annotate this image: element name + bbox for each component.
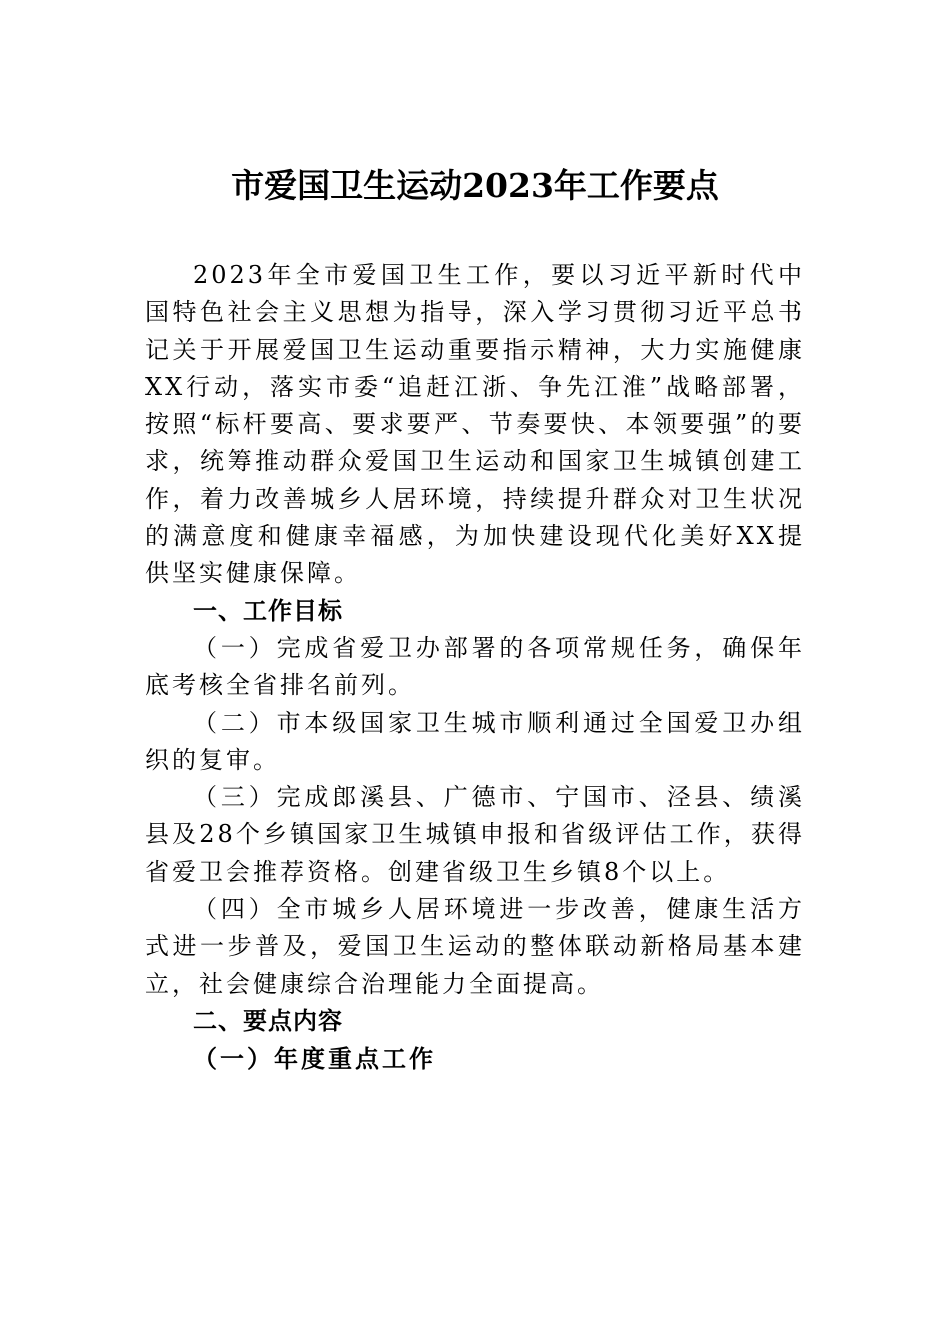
goal-item-2: （二）市本级国家卫生城市顺利通过全国爱卫办组织的复审。 xyxy=(145,708,805,774)
document-body xyxy=(145,257,805,1078)
document-title: 市爱国卫生运动2023年工作要点 xyxy=(231,166,719,205)
intro-paragraph: 2023年全市爱国卫生工作，要以习近平新时代中国特色社会主义思想为指导，深入学习贯彻习近平总书记关于开展爱国卫生运动重要指示精神，大力实施健康XX行动，落实市委“追赶江浙、争先江淮”战略部署，按照“标杆要高、要求要严、节奏要快、本领要强”的要求，统筹推动群众爱国卫生运动和国家卫生城镇创建工作，着力改善城乡人居环境，持续提升群众对卫生状况的满意度和健康幸福感，为加快建设现代化美好XX提供坚实健康保障。 xyxy=(145,261,805,588)
goal-item-4: （四）全市城乡人居环境进一步改善，健康生活方式进一步普及，爱国卫生运动的整体联动新格局基本建立，社会健康综合治理能力全面提高。 xyxy=(145,895,805,998)
subsection-heading-annual-work: （一）年度重点工作 xyxy=(193,1044,436,1074)
goal-item-1: （一）完成省爱卫办部署的各项常规任务，确保年底考核全省排名前列。 xyxy=(145,633,805,700)
section-heading-content: 二、要点内容 xyxy=(193,1006,343,1035)
section-heading-goals: 一、工作目标 xyxy=(193,596,343,625)
goal-item-3: （三）完成郎溪县、广德市、宁国市、泾县、绩溪县及28个乡镇国家卫生城镇申报和省级评估工作，获得省爱卫会推荐资格。创建省级卫生乡镇8个以上。 xyxy=(145,783,805,886)
